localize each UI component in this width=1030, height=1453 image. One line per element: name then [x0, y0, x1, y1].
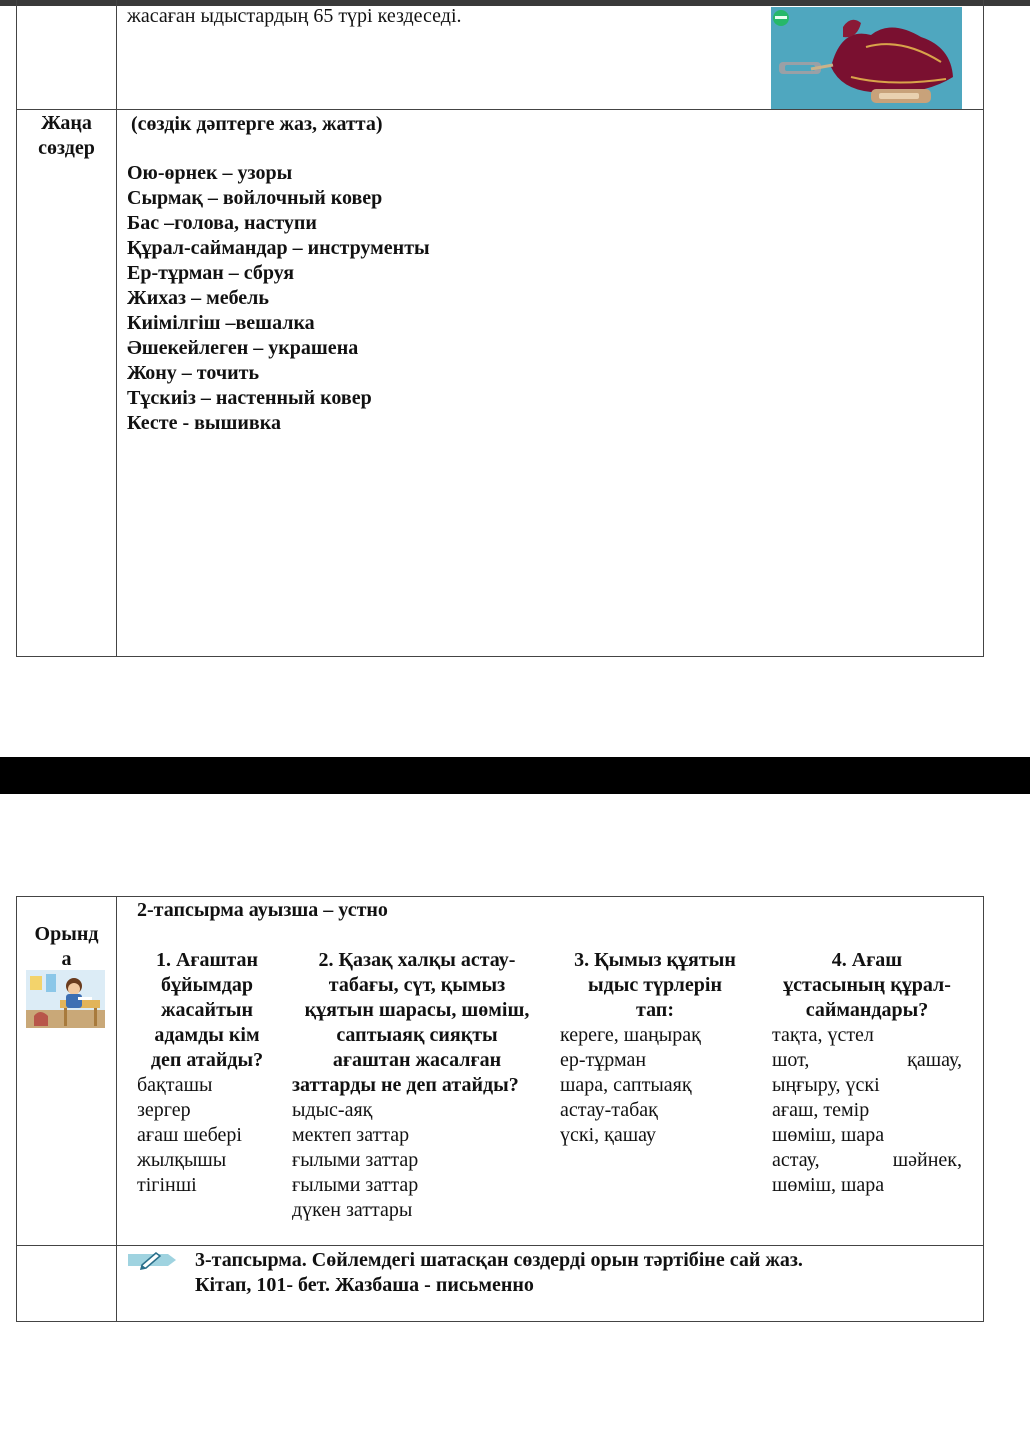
- question-column-2: [292, 948, 542, 1223]
- answer-option: [772, 1048, 962, 1073]
- vocab-item: Жону – точить: [127, 362, 260, 384]
- vocab-instruction: (сөздік дәптерге жаз, жатта): [131, 113, 383, 135]
- question-column-3: [560, 948, 750, 1148]
- answer-option: тақта, үстел: [772, 1024, 874, 1046]
- new-words-label-2: сөздер: [38, 137, 95, 159]
- answer-option: шөміш, шара: [772, 1174, 885, 1196]
- top-table-left-border: [16, 0, 17, 657]
- answer-option: ғылыми заттар: [292, 1149, 419, 1171]
- answer-option: тігінші: [137, 1174, 197, 1196]
- answer-option: бақташы: [137, 1074, 213, 1096]
- vocab-item: Сырмақ – войлочный ковер: [127, 187, 383, 209]
- answer-option: [772, 1148, 962, 1173]
- vocab-item: Әшекейлеген – украшена: [127, 337, 359, 359]
- task3-line-2: Кітап, 101- бет. Жазбаша - письменно: [195, 1274, 534, 1296]
- answer-option: ыдыс-аяқ: [292, 1099, 373, 1121]
- bottom-table-top-border: [16, 896, 984, 897]
- question-line: 1. Ағаштан: [155, 949, 258, 971]
- question-line: деп атайды?: [150, 1049, 264, 1071]
- bottom-table-col-divider: [116, 896, 117, 1322]
- row-label-2: а: [61, 948, 72, 970]
- answer-option: шөміш, шара: [772, 1124, 885, 1146]
- answer-option: жылқышы: [137, 1149, 227, 1171]
- vocab-item: Тұскиіз – настенный ковер: [127, 387, 372, 409]
- question-line: 3. Қымыз құятын: [574, 949, 736, 971]
- answer-word: астау,: [772, 1149, 820, 1171]
- pencil-icon: [128, 1250, 176, 1270]
- vocab-item: Бас –голова, наступи: [127, 212, 317, 234]
- answer-option: ағаш шебері: [137, 1124, 242, 1146]
- question-line: жасайтын: [160, 999, 254, 1021]
- question-line: құятын шарасы, шөміш,: [304, 999, 530, 1021]
- question-line: заттарды не деп атайды?: [292, 1074, 519, 1096]
- question-line: ағаштан жасалған: [332, 1049, 502, 1071]
- answer-option: ер-тұрман: [560, 1049, 647, 1071]
- question-line: 4. Ағаш: [831, 949, 903, 971]
- task2-title: 2-тапсырма ауызша – устно: [137, 899, 388, 921]
- answer-option: үскі, қашау: [560, 1124, 657, 1146]
- answer-option: астау-табақ: [560, 1099, 658, 1121]
- vocab-item: Киімілгіш –вешалка: [127, 312, 315, 334]
- vocab-item: Кесте - вышивка: [127, 412, 281, 434]
- question-line: бұйымдар: [160, 974, 253, 996]
- vocab-item: Құрал-саймандар – инструменты: [127, 237, 430, 259]
- vocab-item: Жихаз – мебель: [127, 287, 269, 309]
- question-line: тап:: [636, 999, 674, 1021]
- bottom-table-bottom-border: [16, 1321, 984, 1322]
- answer-word: қашау,: [907, 1049, 962, 1071]
- question-line: табағы, сүт, қымыз: [328, 974, 506, 996]
- top-table-right-border: [983, 0, 984, 657]
- question-line: адамды кім: [154, 1024, 260, 1046]
- top-table-row-divider: [16, 109, 984, 110]
- bottom-table-right-border: [983, 896, 984, 1322]
- answer-option: мектеп заттар: [292, 1124, 410, 1146]
- task3-line-1: 3-тапсырма. Сөйлемдегі шатасқан сөздерді орын тәртібіне сай жаз.: [195, 1249, 803, 1271]
- answer-option: ғылыми заттар: [292, 1174, 419, 1196]
- answer-word: шәйнек,: [892, 1149, 962, 1171]
- bottom-table-row-divider: [16, 1245, 984, 1246]
- row-label-1: Орынд: [34, 923, 99, 945]
- top-table-col-divider: [116, 0, 117, 657]
- question-column-1: [137, 948, 277, 1198]
- answer-option: дүкен заттары: [292, 1199, 413, 1221]
- vocab-item: Ер-тұрман – сбруя: [127, 262, 295, 284]
- top-table-bottom-border: [16, 656, 984, 657]
- answer-word: шот,: [772, 1049, 810, 1071]
- new-words-label-1: Жаңа: [41, 112, 92, 134]
- question-line: саймандары?: [805, 999, 929, 1021]
- question-line: саптыаяқ сияқты: [336, 1024, 498, 1046]
- answer-option: ағаш, темір: [772, 1099, 870, 1121]
- vocabulary-list: [127, 161, 727, 436]
- child-at-desk-image: [26, 970, 105, 1028]
- answer-option: зергер: [137, 1099, 191, 1121]
- answer-option: ыңғыру, үскі: [772, 1074, 880, 1096]
- intro-text: жасаған ыдыстардың 65 түрі кездеседі.: [127, 5, 462, 27]
- question-column-4: [772, 948, 962, 1198]
- answer-option: шара, саптыаяқ: [560, 1074, 692, 1096]
- question-line: 2. Қазақ халқы астау-: [318, 949, 516, 971]
- question-line: ыдыс түрлерін: [588, 974, 722, 996]
- question-line: ұстасының құрал-: [783, 974, 951, 996]
- page-separator-band: [0, 757, 1030, 794]
- saddle-image: [771, 7, 962, 109]
- answer-option: кереге, шаңырақ: [560, 1024, 701, 1046]
- vocab-item: Ою-өрнек – узоры: [127, 162, 293, 184]
